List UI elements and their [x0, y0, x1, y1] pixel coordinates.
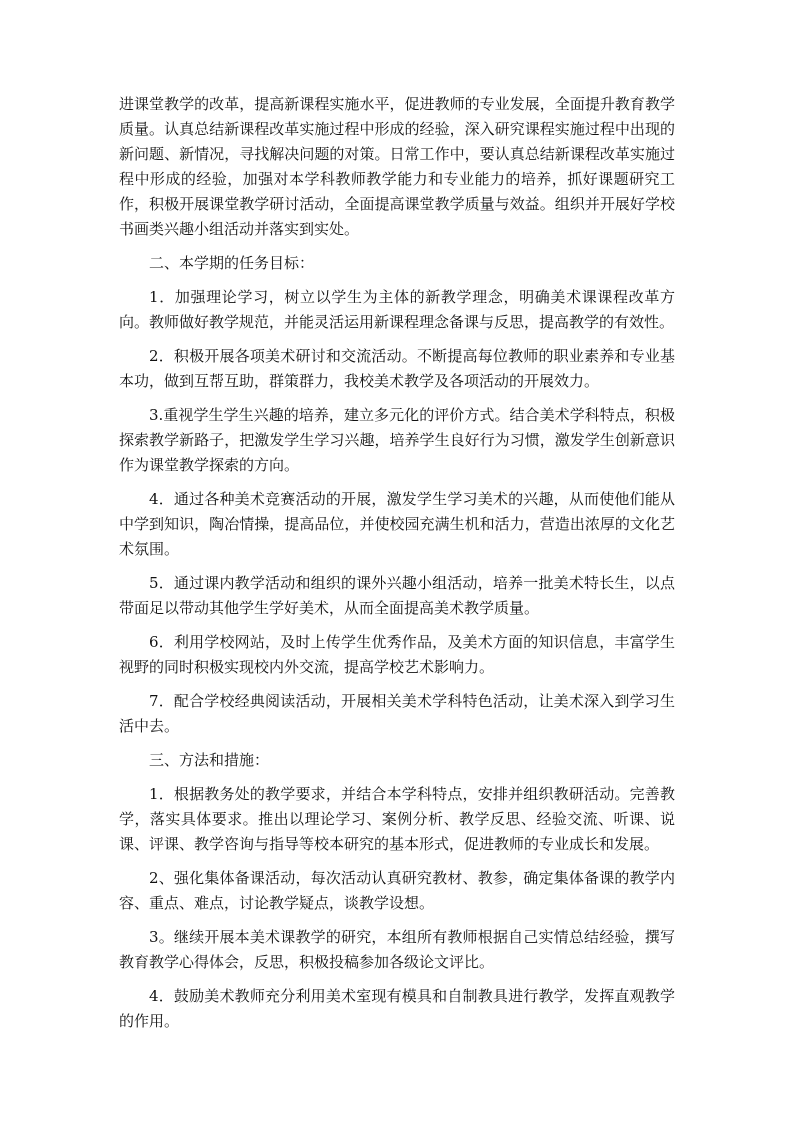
- goal-item-6: 6．利用学校网站，及时上传学生优秀作品，及美术方面的知识信息，丰富学生视野的同时积极实现校内外交流，提高学校艺术影响力。: [119, 633, 675, 676]
- goal-item-5: 5．通过课内教学活动和组织的课外兴趣小组活动，培养一批美术特长生，以点带面足以带动其他学生学好美术，从而全面提高美术教学质量。: [119, 574, 675, 617]
- section-heading-methods: 三、方法和措施：: [149, 751, 270, 769]
- paragraph-intro-continued: 进课堂教学的改革，提高新课程实施水平，促进教师的专业发展，全面提升教育教学质量。认真总结新课程改革实施过程中形成的经验，深入研究课程实施过程中出现的新问题、新情况，寻找解决问题的对策。日常工作中，要认真总结新课程改革实施过程中形成的经验，加强对本学科教师教学能力和专业能力的培养，抓好课题研究工作，积极开展课堂教学研讨活动，全面提高课堂教学质量与效益。组织并开展好学校书画类兴趣小组活动并落实到实处。: [119, 95, 675, 238]
- goal-item-2: 2．积极开展各项美术研讨和交流活动。不断提高每位教师的职业素养和专业基本功，做到互帮互助，群策群力，我校美术教学及各项活动的开展效力。: [119, 347, 675, 390]
- method-item-2: 2、强化集体备课活动，每次活动认真研究教材、教参，确定集体备课的教学内容、重点、难点，讨论教学疑点，谈教学设想。: [119, 869, 675, 912]
- goal-item-3: 3.重视学生学生兴趣的培养，建立多元化的评价方式。结合美术学科特点，积极探索教学新路子，把激发学生学习兴趣，培养学生良好行为习惯，激发学生创新意识作为课堂教学探索的方向。: [119, 406, 675, 474]
- goal-item-1: 1．加强理论学习，树立以学生为主体的新教学理念，明确美术课课程改革方向。教师做好教学规范，并能灵活运用新课程理念备课与反思，提高教学的有效性。: [119, 288, 675, 331]
- method-item-4: 4．鼓励美术教师充分利用美术室现有模具和自制教具进行教学，发挥直观教学的作用。: [119, 987, 675, 1030]
- goal-item-7: 7．配合学校经典阅读活动，开展相关美术学科特色活动，让美术深入到学习生活中去。: [119, 692, 675, 735]
- method-item-3: 3。继续开展本美术课教学的研究，本组所有教师根据自己实情总结经验，撰写教育教学心得体会，反思，积极投稿参加各级论文评比。: [119, 928, 675, 971]
- method-item-1: 1．根据教务处的教学要求，并结合本学科特点，安排并组织教研活动。完善教学，落实具体要求。推出以理论学习、案例分析、教学反思、经验交流、听课、说课、评课、教学咨询与指导等校本研究的基本形式，促进教师的专业成长和发展。: [119, 785, 675, 853]
- goal-item-4: 4．通过各种美术竞赛活动的开展，激发学生学习美术的兴趣，从而使他们能从中学到知识，陶冶情操，提高品位，并使校园充满生机和活力，营造出浓厚的文化艺术氛围。: [119, 490, 675, 558]
- section-heading-goals: 二、本学期的任务目标：: [149, 254, 315, 272]
- document-body: [119, 92, 675, 1043]
